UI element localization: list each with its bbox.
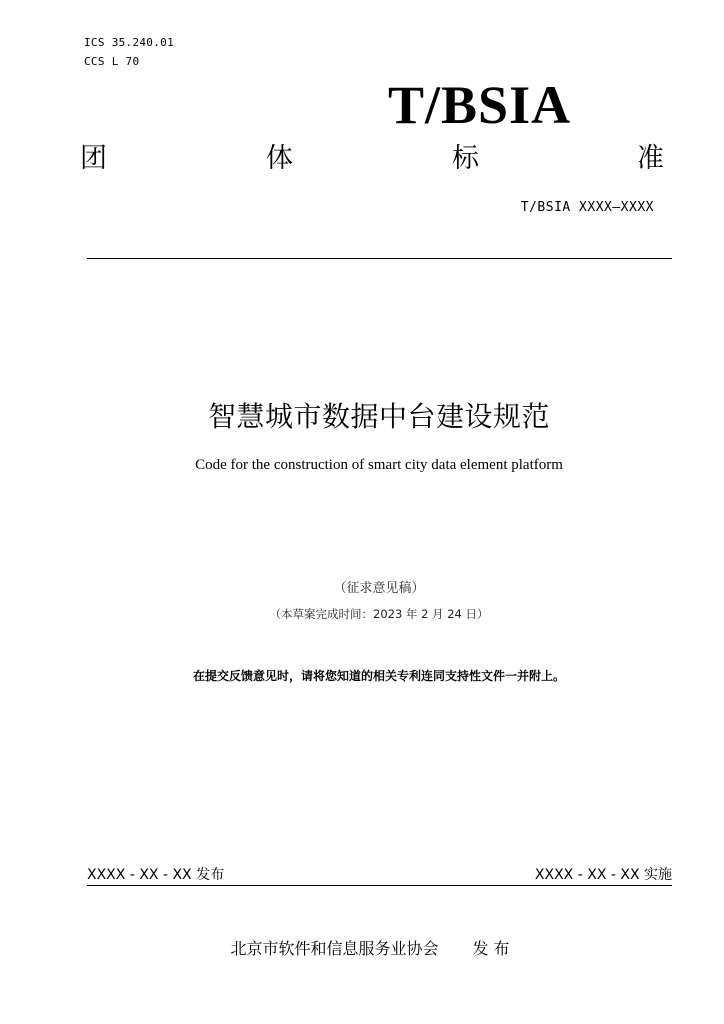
standard-logo: T/BSIA bbox=[388, 75, 572, 135]
standard-number: T/BSIA XXXX—XXXX bbox=[520, 200, 654, 215]
standard-type-char: 准 bbox=[637, 143, 664, 174]
standard-type bbox=[0, 143, 724, 177]
standard-type-char: 团 bbox=[80, 143, 107, 174]
standard-type-char: 体 bbox=[266, 143, 293, 174]
ccs-code: CCS L 70 bbox=[84, 55, 140, 68]
bottom-divider bbox=[87, 885, 672, 886]
draft-date: （本草案完成时间：2023 年 2 月 24 日） bbox=[269, 607, 489, 621]
publisher-action: 发 布 bbox=[472, 939, 510, 958]
top-divider bbox=[87, 258, 672, 259]
effective-date: XXXX - XX - XX 实施 bbox=[534, 867, 672, 883]
title-chinese: 智慧城市数据中台建设规范 bbox=[207, 400, 550, 433]
publisher-organization: 北京市软件和信息服务业协会 bbox=[230, 939, 439, 958]
release-date: XXXX - XX - XX 发布 bbox=[87, 867, 225, 883]
standard-type-char: 标 bbox=[452, 143, 479, 174]
title-english: Code for the construction of smart city data element platform bbox=[195, 457, 563, 473]
publisher bbox=[0, 936, 724, 959]
patent-notice: 在提交反馈意见时，请将您知道的相关专利连同支持性文件一并附上。 bbox=[192, 669, 565, 683]
draft-label: （征求意见稿） bbox=[333, 581, 425, 596]
ics-code: ICS 35.240.01 bbox=[84, 36, 174, 49]
